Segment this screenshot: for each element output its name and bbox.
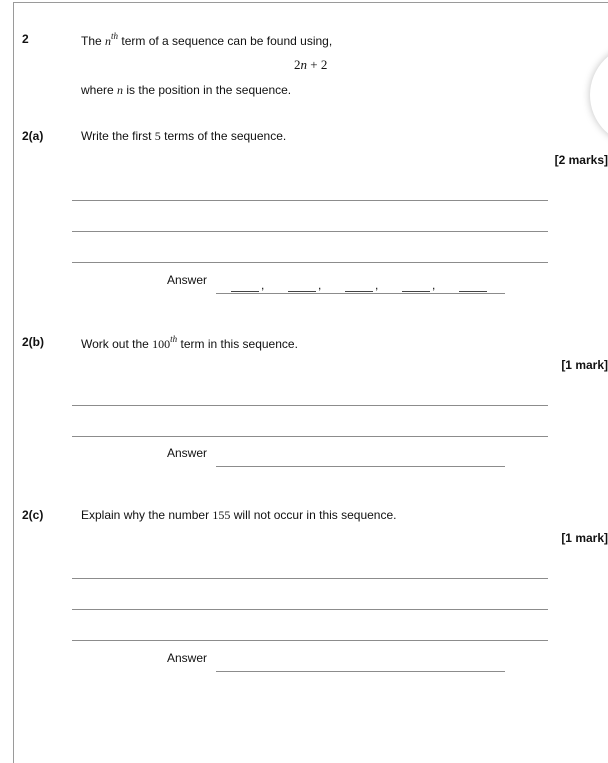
part-b-number: 100	[152, 337, 171, 351]
separator-comma: ,	[375, 278, 379, 292]
working-line[interactable]	[72, 609, 548, 610]
part-a-label: 2(a)	[22, 129, 44, 143]
part-c-label: 2(c)	[22, 508, 44, 522]
part-b-question	[81, 335, 298, 352]
answer-blank-5[interactable]	[459, 281, 487, 292]
working-line[interactable]	[72, 262, 548, 263]
answer-blank-1[interactable]	[231, 281, 259, 292]
part-b-answer-label: Answer	[167, 446, 208, 460]
working-line[interactable]	[72, 200, 548, 201]
working-line[interactable]	[72, 578, 548, 579]
intro-text-start: The	[81, 34, 106, 48]
part-c-number: 155	[212, 508, 231, 522]
part-b-superscript: th	[170, 334, 178, 344]
intro-superscript: th	[111, 31, 119, 41]
where-variable: n	[117, 83, 124, 97]
question-where	[81, 83, 291, 98]
where-text-end: is the position in the sequence.	[123, 83, 292, 97]
part-a-number: 5	[154, 129, 161, 143]
part-c-marks: [1 mark]	[561, 531, 608, 545]
exam-page	[13, 2, 608, 763]
part-b-label: 2(b)	[22, 335, 44, 349]
separator-comma: ,	[261, 278, 265, 292]
part-a-text-start: Write the first	[81, 129, 155, 143]
part-a-text-end: terms of the sequence.	[160, 129, 287, 143]
part-a-answer-blanks	[231, 278, 487, 292]
part-c-answer-label: Answer	[167, 651, 208, 665]
part-a-marks: [2 marks]	[554, 153, 608, 167]
part-b-answer-line[interactable]	[216, 466, 505, 467]
intro-text-end: term of a sequence can be found using,	[118, 34, 333, 48]
where-text-start: where	[81, 83, 118, 97]
answer-blank-2[interactable]	[288, 281, 316, 292]
part-a-question	[81, 129, 286, 144]
question-number: 2	[22, 32, 29, 46]
part-b-text-end: term in this sequence.	[177, 337, 298, 351]
working-line[interactable]	[72, 231, 548, 232]
part-c-question	[81, 508, 397, 523]
part-c-text-end: will not occur in this sequence.	[230, 508, 397, 522]
part-c-answer-line[interactable]	[216, 671, 505, 672]
part-a-answer-line	[216, 293, 505, 294]
separator-comma: ,	[432, 278, 436, 292]
working-line[interactable]	[72, 405, 548, 406]
part-a-answer-label: Answer	[167, 273, 208, 287]
sequence-formula: 2n + 2	[294, 57, 328, 72]
separator-comma: ,	[318, 278, 322, 292]
part-b-text-start: Work out the	[81, 337, 153, 351]
part-b-marks: [1 mark]	[561, 358, 608, 372]
answer-blank-3[interactable]	[345, 281, 373, 292]
answer-blank-4[interactable]	[402, 281, 430, 292]
part-c-text-start: Explain why the number	[81, 508, 213, 522]
question-intro	[81, 32, 332, 49]
working-line[interactable]	[72, 436, 548, 437]
working-line[interactable]	[72, 640, 548, 641]
intro-variable: n	[105, 34, 112, 48]
